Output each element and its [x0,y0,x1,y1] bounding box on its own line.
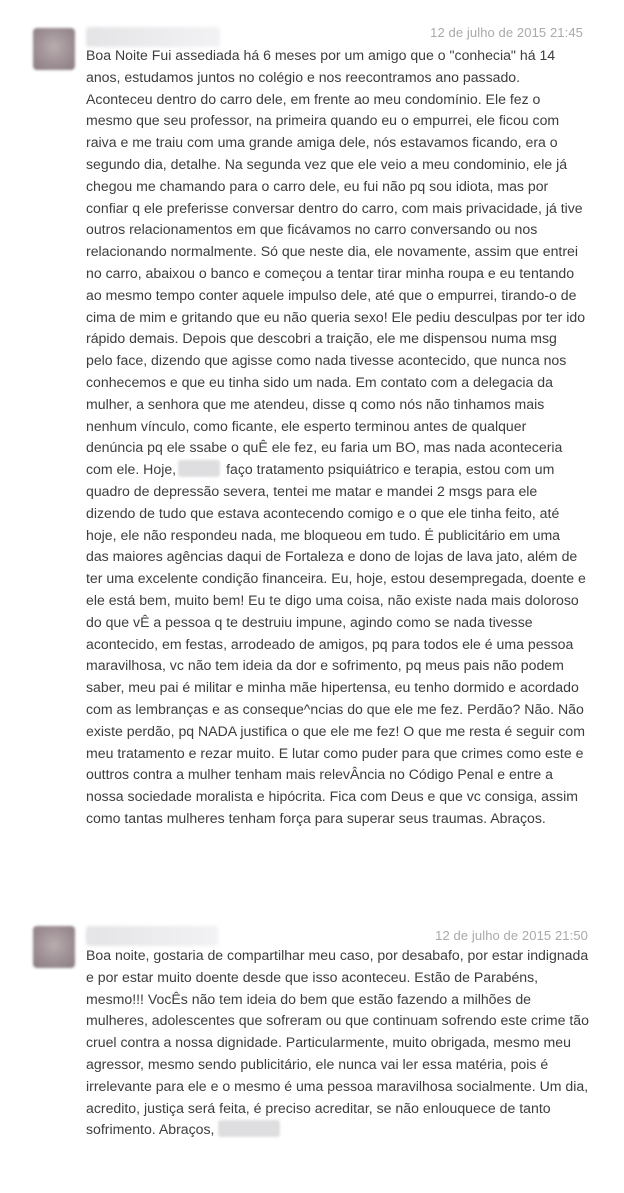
redacted-text [218,1120,280,1137]
comment-timestamp: 12 de julho de 2015 21:45 [430,25,583,40]
avatar [33,926,75,968]
comment-text-part: Boa Noite Fui assediada há 6 meses por um amigo que o "conhecia" há 14 anos, estudamos juntos no colégio e nos reecontramos ano passado. Aconteceu dentro do carro dele, em frente ao meu condomínio. Ele fez o mesmo que seu professor, na primeira quando eu o empurrei, ele ficou com raiva e me traiu com uma grande amiga dele, nós estavamos ficando, era o segundo dia, detalhe. Na segunda vez que ele veio a meu condominio, ele já chegou me chamando para o carro dele, eu fui não pq sou idiota, mas por confiar q ele preferisse conversar dentro do carro, com mais privacidade, já tive outros relacionamentos em que ficávamos no carro conversando ou nos relacionando normalmente. Só que neste dia, ele novamente, assim que entrei no carro, abaixou o banco e começou a tentar tirar minha roupa e eu tentando ao mesmo tempo conter aquele impulso dele, até que o empurrei, tirando-o de cima de mim e gritando que eu não queria sexo! Ele pediu desculpas por ter ido rápido demais. Depois que descobri a traição, ele me dispensou numa msg pelo face, dizendo que agisse como nada tivesse acontecido, que nunca nos conhecemos e que eu tinha sido um nada. Em contato com a delegacia da mulher, a senhora que me atendeu, disse q como nós não tinhamos mais nenhum vínculo, como ficante, ele esperto terminou antes de qualquer denúncia pq ele ssabe o quÊ ele fez, eu faria um BO, mas nada aconteceria com ele. Hoje, [86,47,586,478]
redacted-text [178,460,220,477]
comment-timestamp: 12 de julho de 2015 21:50 [435,928,588,943]
comment-text-part: faço tratamento psiquiátrico e terapia, estou com um quadro de depressão severa, tentei me matar e mandei 2 msgs para ele dizendo de tudo que estava acontecendo comigo e o que ele tinha feito, até hoje, ele não respondeu nada, me bloqueou em tudo. É publicitário em uma das maiores agências daqui de Fortaleza e dono de lojas de lava jato, além de ter uma excelente condição financeira. Eu, hoje, estou desempregada, doente e ele está bem, muito bem! Eu te digo uma coisa, não existe nada mais doloroso do que vÊ a pessoa q te destruiu impune, agindo como se nada tivesse acontecido, em festas, arrodeado de amigos, pq para todos ele é uma pessoa maravilhosa, vc não tem ideia da dor e sofrimento, pq meus pais não podem saber, meu pai é militar e minha mãe hipertensa, eu tenho dormido e acordado com as lembranças e as conseque^ncias do que ele me fez. Perdão? Não. Não existe perdão, pq NADA justifica o que ele me fez! O que me resta é seguir com meu tratamento e rezar muito. E lutar como puder para que crimes como este e outtros contra a mulher tenham mais relevÂncia no Código Penal e entre a nossa sociedade moralista e hipócrita. Fica com Deus e que vc consiga, assim como tantas mulheres tenham força para superar seus traumas. Abraços. [86,461,586,826]
redacted-username [86,27,220,47]
avatar [33,28,75,70]
comment-body [86,945,596,1141]
redacted-username [86,926,218,946]
comment-body [86,45,586,830]
comment-text-part: Boa noite, gostaria de compartilhar meu caso, por desabafo, por estar indignada e por estar muito doente desde que isso aconteceu. Estão de Parabéns, mesmo!!! VocÊs não tem ideia do bem que estão fazendo a milhões de mulheres, adolescentes que sofreram ou que continuam sofrendo este crime tão cruel contra a nossa dignidade. Particularmente, muito obrigada, mesmo meu agressor, mesmo sendo publicitário, ele nunca vai ler essa matéria, pois é irrelevante para ele e o mesmo é uma pessoa maravilhosa socialmente. Um dia, acredito, justiça será feita, é preciso acreditar, se não enlouquece de tanto sofrimento. Abraços, [86,947,589,1138]
